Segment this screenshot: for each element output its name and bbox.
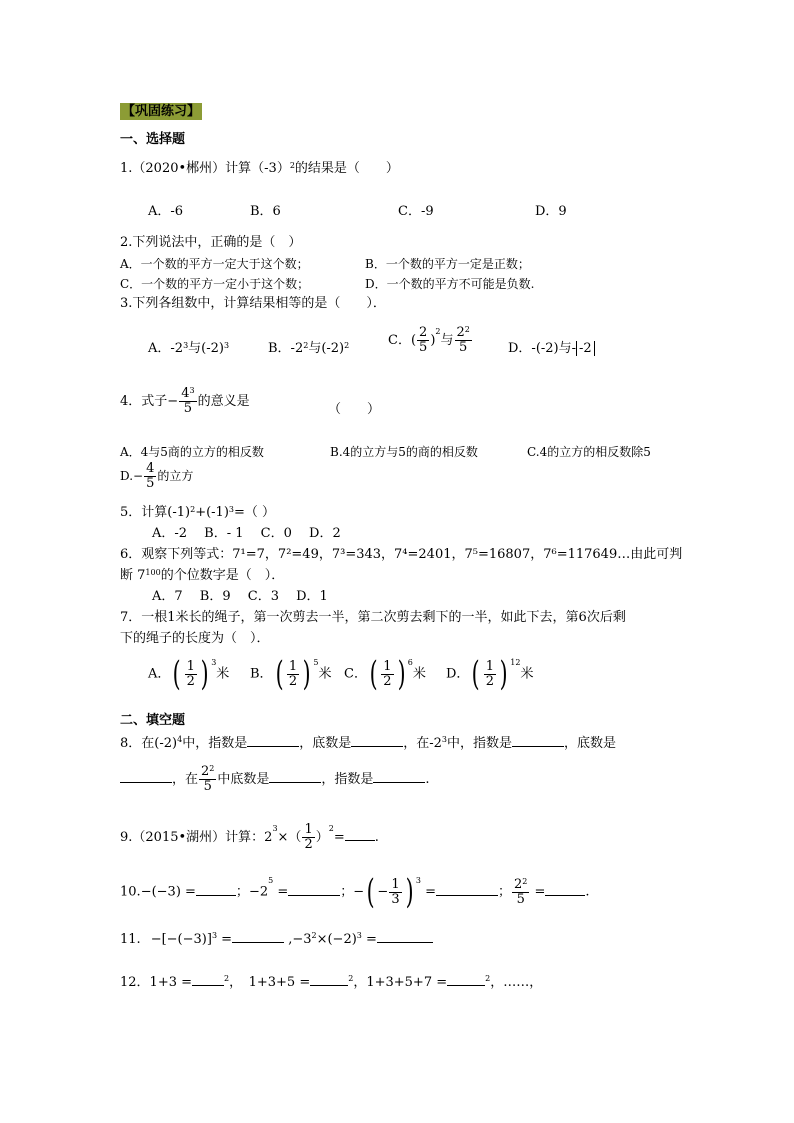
q6-options: A．7 B．9 C．3 D．1 bbox=[152, 589, 328, 604]
q2-option-a: A．一个数的平方一定大于这个数； bbox=[120, 257, 309, 271]
section-choice-title: 一、选择题 bbox=[120, 132, 186, 147]
q7-option-d: D．( $\frac{1}{2}$ ) $^{12}$米 bbox=[446, 654, 534, 694]
q4-paren: （ ） bbox=[328, 402, 381, 417]
q4-option-c: C.4的立方的相反数除5 bbox=[527, 445, 651, 459]
question-8-line2: ，在 $\frac{2^2}{5}$ 中底数是 ，指数是 . bbox=[120, 765, 430, 794]
q3-option-b: B．$-2^2$与$(-2)^2$ bbox=[268, 341, 350, 356]
q3-option-d: D．-(-2)与- -2 bbox=[508, 340, 595, 358]
q1-option-b: B．6 bbox=[250, 204, 281, 219]
q2-option-c: C．一个数的平方一定小于这个数； bbox=[120, 277, 310, 291]
q1-option-d: D．9 bbox=[535, 204, 567, 219]
q7-option-c: C．( $\frac{1}{2}$ ) $^6$米 bbox=[344, 654, 426, 694]
q3-option-c: C．( $\frac{2}{5}$ )$^2$与 $\frac{2^2}{5}$ bbox=[388, 325, 470, 355]
q3-option-a: A．$-2^3$与$(-2)^3$ bbox=[148, 341, 230, 356]
q1-option-c: C．-9 bbox=[398, 204, 434, 219]
question-9: 9.（2015•湖州）计算：$2^3\times$（ $\frac{1}{2}$ ）$^2$= . bbox=[120, 822, 379, 852]
question-6-line1: 6．观察下列等式：7¹=7，7²=49，7³=343，7⁴=2401，7⁵=16807，7⁶=117649…由此可判 bbox=[120, 547, 683, 562]
question-5: 5．计算$(-1)^2+(-1)^3=$（ ） bbox=[120, 505, 276, 520]
question-1: 1.（2020•郴州）计算$(-3)^2$的结果是（ ） bbox=[120, 161, 399, 176]
section-fill-title: 二、填空题 bbox=[120, 713, 186, 728]
question-4: 4．式子− $\frac{4^3}{5}$ 的意义是 bbox=[120, 386, 250, 416]
q7-option-b: B．( $\frac{1}{2}$ ) $^5$米 bbox=[250, 654, 332, 694]
question-7-line2: 下的绳子的长度为（ ）． bbox=[120, 631, 270, 646]
question-2: 2.下列说法中，正确的是（ ） bbox=[120, 235, 302, 250]
q1-option-a: A．-6 bbox=[148, 204, 184, 219]
question-7-line1: 7．一根1米长的绳子，第一次剪去一半，第二次剪去剩下的一半，如此下去，第6次后剩 bbox=[120, 610, 626, 625]
q2-option-b: B．一个数的平方一定是正数； bbox=[365, 257, 530, 271]
question-3: 3.下列各组数中，计算结果相等的是（ ）． bbox=[120, 296, 386, 311]
practice-heading: 【巩固练习】 bbox=[122, 104, 201, 119]
question-8-line1: 8．在$(-2)^4$中，指数是 ，底数是 ，在$-2^3$中，指数是 ，底数是 bbox=[120, 735, 617, 751]
q2-option-d: D．一个数的平方不可能是负数. bbox=[365, 277, 535, 291]
q7-option-a: A．( $\frac{1}{2}$ ) $^3$米 bbox=[148, 654, 230, 694]
q5-options: A．-2 B．- 1 C．0 D．2 bbox=[152, 526, 341, 541]
question-10: 10.−(−3) = ；$-2^5$ = ；−( − $\frac{1}{3}$ ) $^3$ = ； $\frac{2^2}{5}$ = . bbox=[120, 872, 590, 912]
question-6-line2: 断 $7^{100}$的个位数字是（ ）． bbox=[120, 568, 285, 583]
q4-option-a: A．4与5商的立方的相反数 bbox=[120, 445, 264, 459]
q4-option-b: B.4的立方与5的商的相反数 bbox=[330, 445, 478, 459]
q4-option-d: D.− $\frac{4}{5}$ 的立方 bbox=[120, 461, 194, 491]
question-12: 12．1+3 = $^2$， 1+3+5 = $^2$，1+3+5+7 = $^2$，……， bbox=[120, 974, 543, 990]
question-11: 11. $-[-(-3)]^3 = ,-3^2\times(-2)^3$ = bbox=[120, 930, 433, 949]
